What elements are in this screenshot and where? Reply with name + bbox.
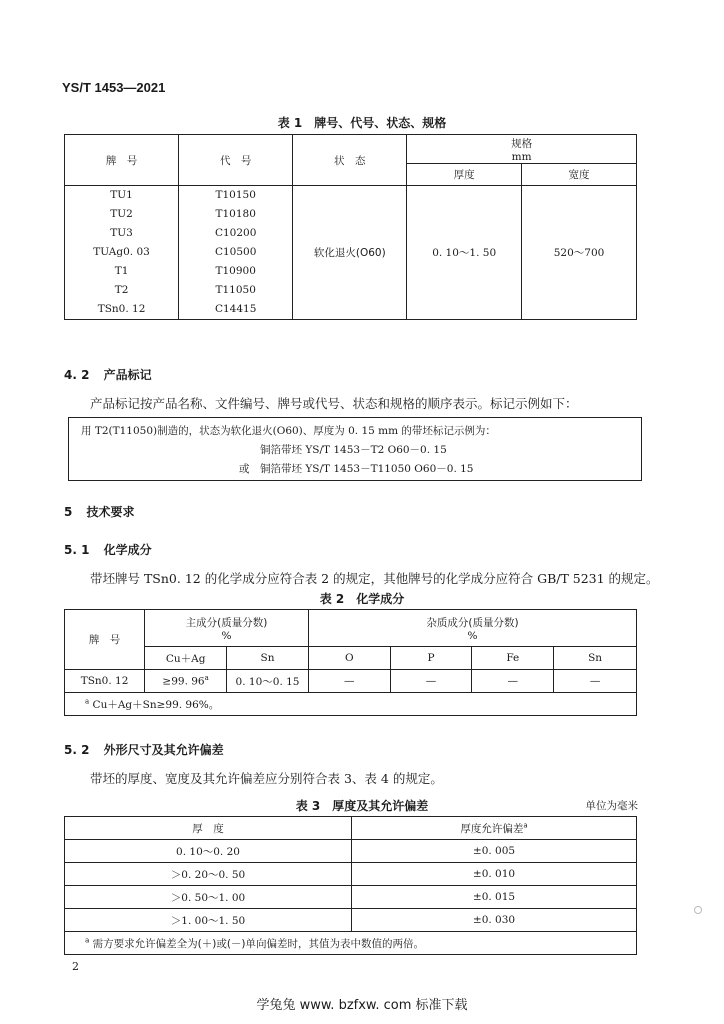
table1-header-width: 宽度: [522, 164, 637, 186]
table2-col-sn-impurity: Sn: [554, 647, 637, 670]
table2-row-grade: TSn0. 12: [65, 670, 145, 693]
table2-header-main: [145, 610, 309, 647]
watermark-text: 学兔兔 www. bzfxw. com 标准下载: [256, 998, 468, 1013]
table2-footnote-mark: a: [85, 697, 90, 705]
example-line-3: 铜箔带坯 YS/T 1453－T11050 O60－0. 15: [260, 463, 474, 475]
table3-tolerance: ±0. 005: [352, 840, 637, 863]
table2-footnote-ref: a: [204, 674, 209, 683]
table2-row-fe: —: [472, 670, 554, 693]
table1-code-cell: [179, 186, 293, 320]
table1: [64, 134, 637, 320]
section-5-number: 5: [64, 505, 73, 519]
table2-header-impurity: [308, 610, 636, 647]
table2-col-fe: Fe: [472, 647, 554, 670]
table3-tolerance: ±0. 015: [352, 886, 637, 909]
section-5-heading: [64, 503, 135, 520]
table3-footnote: [65, 932, 637, 955]
code-item: T10150: [215, 189, 256, 201]
table1-width-value: 520～700: [522, 186, 637, 320]
section-4-2-number: 4. 2: [64, 368, 90, 382]
table1-thickness-value: 0. 10～1. 50: [407, 186, 522, 320]
table3-unit-note: 单位为毫米: [585, 800, 638, 812]
table2-row-sn-impurity: —: [554, 670, 637, 693]
section-4-2-heading: [64, 366, 152, 383]
table2-header-grade: 牌 号: [65, 610, 145, 670]
table3-caption: 表 3 厚度及其允许偏差: [295, 799, 429, 813]
table1-grade-cell: [65, 186, 179, 320]
table2-impurity-label: 杂质成分(质量分数): [426, 616, 519, 629]
table3-tolerance: ±0. 010: [352, 863, 637, 886]
section-4-2-paragraph: 产品标记按产品名称、文件编号、牌号或代号、状态和规格的顺序表示。标记示例如下：: [90, 396, 578, 411]
section-4-2-title: 产品标记: [103, 368, 152, 382]
section-5-1-heading: [64, 541, 152, 558]
code-item: T11050: [215, 284, 256, 296]
page-number: 2: [72, 960, 79, 973]
table2-footnote: [65, 693, 637, 716]
table1-header-code: 代 号: [179, 135, 293, 186]
table1-caption: 表 1 牌号、代号、状态、规格: [277, 116, 447, 130]
grade-item: TU3: [110, 227, 133, 239]
table2-col-sn-main: Sn: [227, 647, 309, 670]
table1-spec-unit: mm: [511, 150, 532, 163]
table2-col-o: O: [308, 647, 390, 670]
table1-temper-value: 软化退火(O60): [293, 186, 407, 320]
code-item: C10200: [214, 227, 257, 239]
table3-tolerance: ±0. 030: [352, 909, 637, 932]
table1-spec-label: 规格: [511, 137, 533, 150]
table3-thickness: 0. 10～0. 20: [65, 840, 352, 863]
table2: [64, 609, 637, 716]
table2-cuag-value: ≥99. 96: [162, 675, 205, 688]
table3-header-tolerance-label: 厚度允许偏差: [460, 822, 524, 835]
table2-caption: 表 2 化学成分: [319, 592, 405, 606]
grade-item: T1: [114, 265, 129, 277]
grade-item: TUAg0. 03: [93, 246, 150, 258]
grade-item: T2: [114, 284, 129, 296]
table2-col-cuag: Cu＋Ag: [145, 647, 227, 670]
grade-item: TSn0. 12: [97, 303, 146, 315]
grade-item: TU2: [110, 208, 133, 220]
section-5-1-paragraph: 带坯牌号 TSn0. 12 的化学成分应符合表 2 的规定，其他牌号的化学成分应符合 GB/T 5231 的规定。: [90, 571, 659, 586]
code-item: C10500: [214, 246, 257, 258]
table3-thickness: ＞0. 20～0. 50: [65, 863, 352, 886]
table3-thickness: ＞0. 50～1. 00: [65, 886, 352, 909]
code-item: C14415: [214, 303, 257, 315]
table2-main-unit: %: [221, 629, 232, 642]
table1-header-grade: 牌 号: [65, 135, 179, 186]
table3-header-thickness: 厚 度: [65, 817, 352, 840]
example-line-1: 用 T2(T11050)制造的，状态为软化退火(O60)、厚度为 0. 15 mm 的带坯标记示例为：: [81, 425, 496, 437]
grade-item: TU1: [110, 189, 133, 201]
table2-row-cuag: [145, 670, 227, 693]
section-5-2-title: 外形尺寸及其允许偏差: [103, 743, 224, 757]
section-5-title: 技术要求: [86, 505, 135, 519]
table3-footnote-mark: a: [85, 936, 90, 944]
table2-row-o: —: [308, 670, 390, 693]
section-5-2-heading: [64, 741, 224, 758]
standard-number: YS/T 1453—2021: [62, 80, 166, 95]
example-or: 或: [239, 463, 250, 475]
table3-header-tolerance: [352, 817, 637, 840]
table2-footnote-text: Cu＋Ag＋Sn≥99. 96%。: [92, 698, 220, 711]
table1-header-temper: 状 态: [293, 135, 407, 186]
table3-footnote-text: 需方要求允许偏差全为(＋)或(－)单向偏差时，其值为表中数值的两倍。: [92, 937, 425, 950]
code-item: T10180: [215, 208, 256, 220]
table2-main-label: 主成分(质量分数): [185, 616, 268, 629]
table2-row-p: —: [390, 670, 472, 693]
code-item: T10900: [215, 265, 256, 277]
table1-header-thickness: 厚度: [407, 164, 522, 186]
example-line-2: 铜箔带坯 YS/T 1453－T2 O60－0. 15: [260, 444, 447, 456]
section-5-2-number: 5. 2: [64, 743, 90, 757]
table3-header-ref: a: [523, 821, 528, 829]
table3: [64, 816, 637, 955]
table1-header-spec: [407, 135, 637, 164]
table2-row-sn: 0. 10～0. 15: [227, 670, 309, 693]
marking-example-box: [68, 417, 642, 481]
section-5-1-number: 5. 1: [64, 543, 90, 557]
table3-thickness: ＞1. 00～1. 50: [65, 909, 352, 932]
table2-col-p: P: [390, 647, 472, 670]
section-5-1-title: 化学成分: [103, 543, 152, 557]
section-5-2-paragraph: 带坯的厚度、宽度及其允许偏差应分别符合表 3、表 4 的规定。: [90, 771, 443, 786]
binding-hole: [694, 906, 702, 914]
table2-impurity-unit: %: [467, 629, 478, 642]
